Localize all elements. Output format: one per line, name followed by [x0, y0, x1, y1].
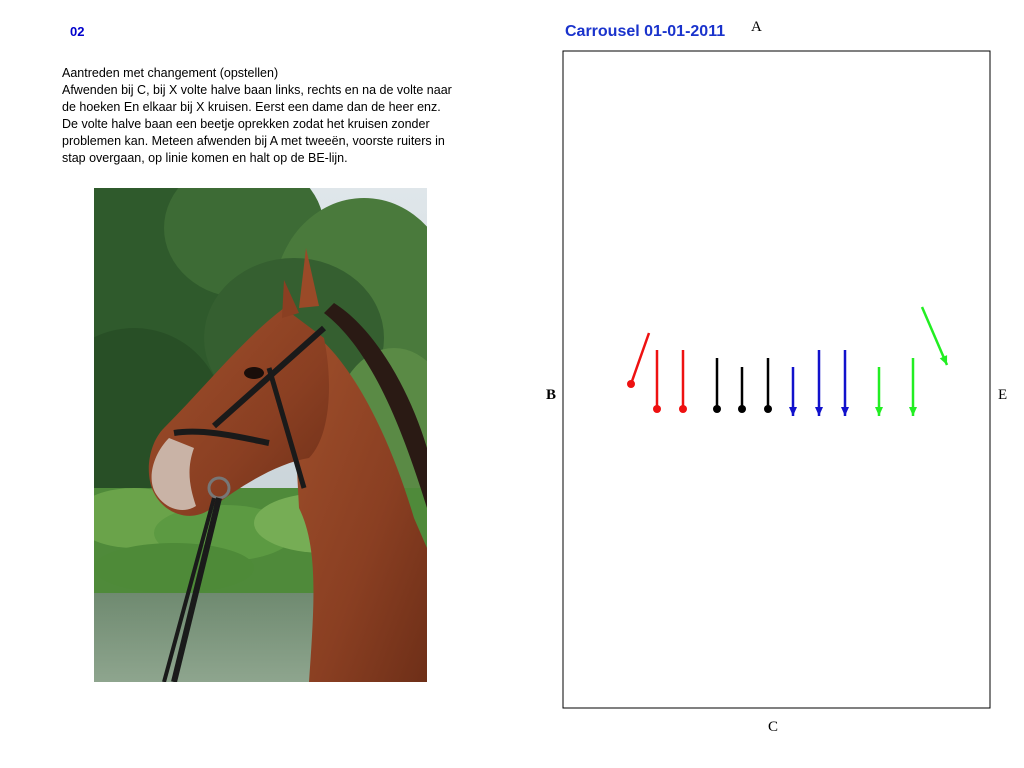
rider-dot [764, 405, 772, 413]
description-line: De volte halve baan een beetje oprekken zodat het kruisen zonder [62, 117, 430, 131]
rider-markers [627, 307, 947, 416]
rider-blue [815, 350, 823, 416]
rider-red [679, 350, 687, 413]
rider-arrowhead [841, 407, 849, 416]
rider-black [738, 367, 746, 413]
rider-blue [789, 367, 797, 416]
rider-arrowhead [789, 407, 797, 416]
rider-dot [627, 380, 635, 388]
arena-letter-right: E [998, 387, 1008, 403]
arena-outline [563, 51, 990, 708]
rider-arrowhead [815, 407, 823, 416]
rider-green [909, 358, 917, 416]
page-title: Carrousel 01-01-2011 [565, 23, 726, 40]
description-line: stap overgaan, op linie komen en halt op de BE-lijn. [62, 151, 348, 165]
rider-dot [653, 405, 661, 413]
description-line: Aantreden met changement (opstellen) [62, 66, 279, 80]
rider-dot [738, 405, 746, 413]
rider-black [764, 358, 772, 413]
description-line: problemen kan. Meteen afwenden bij A met tweeën, voorste ruiters in [62, 134, 445, 148]
rider-green [875, 367, 883, 416]
rider-green [922, 307, 947, 365]
rider-line [631, 333, 649, 384]
rider-arrowhead [909, 407, 917, 416]
rider-black [713, 358, 721, 413]
rider-dot [713, 405, 721, 413]
description-line: Afwenden bij C, bij X volte halve baan links, rechts en na de volte naar [62, 83, 452, 97]
rider-arrowhead [875, 407, 883, 416]
arena-letter-bottom: C [768, 719, 779, 735]
rider-blue [841, 350, 849, 416]
rider-red [653, 350, 661, 413]
description-line: de hoeken En elkaar bij X kruisen. Eerst een dame dan de heer enz. [62, 100, 441, 114]
rider-dot [679, 405, 687, 413]
rider-red [627, 333, 649, 388]
page-number: 02 [70, 24, 85, 39]
arena-letter-left: B [546, 387, 557, 403]
rider-line [922, 307, 947, 365]
arena-letter-top: A [751, 19, 762, 35]
